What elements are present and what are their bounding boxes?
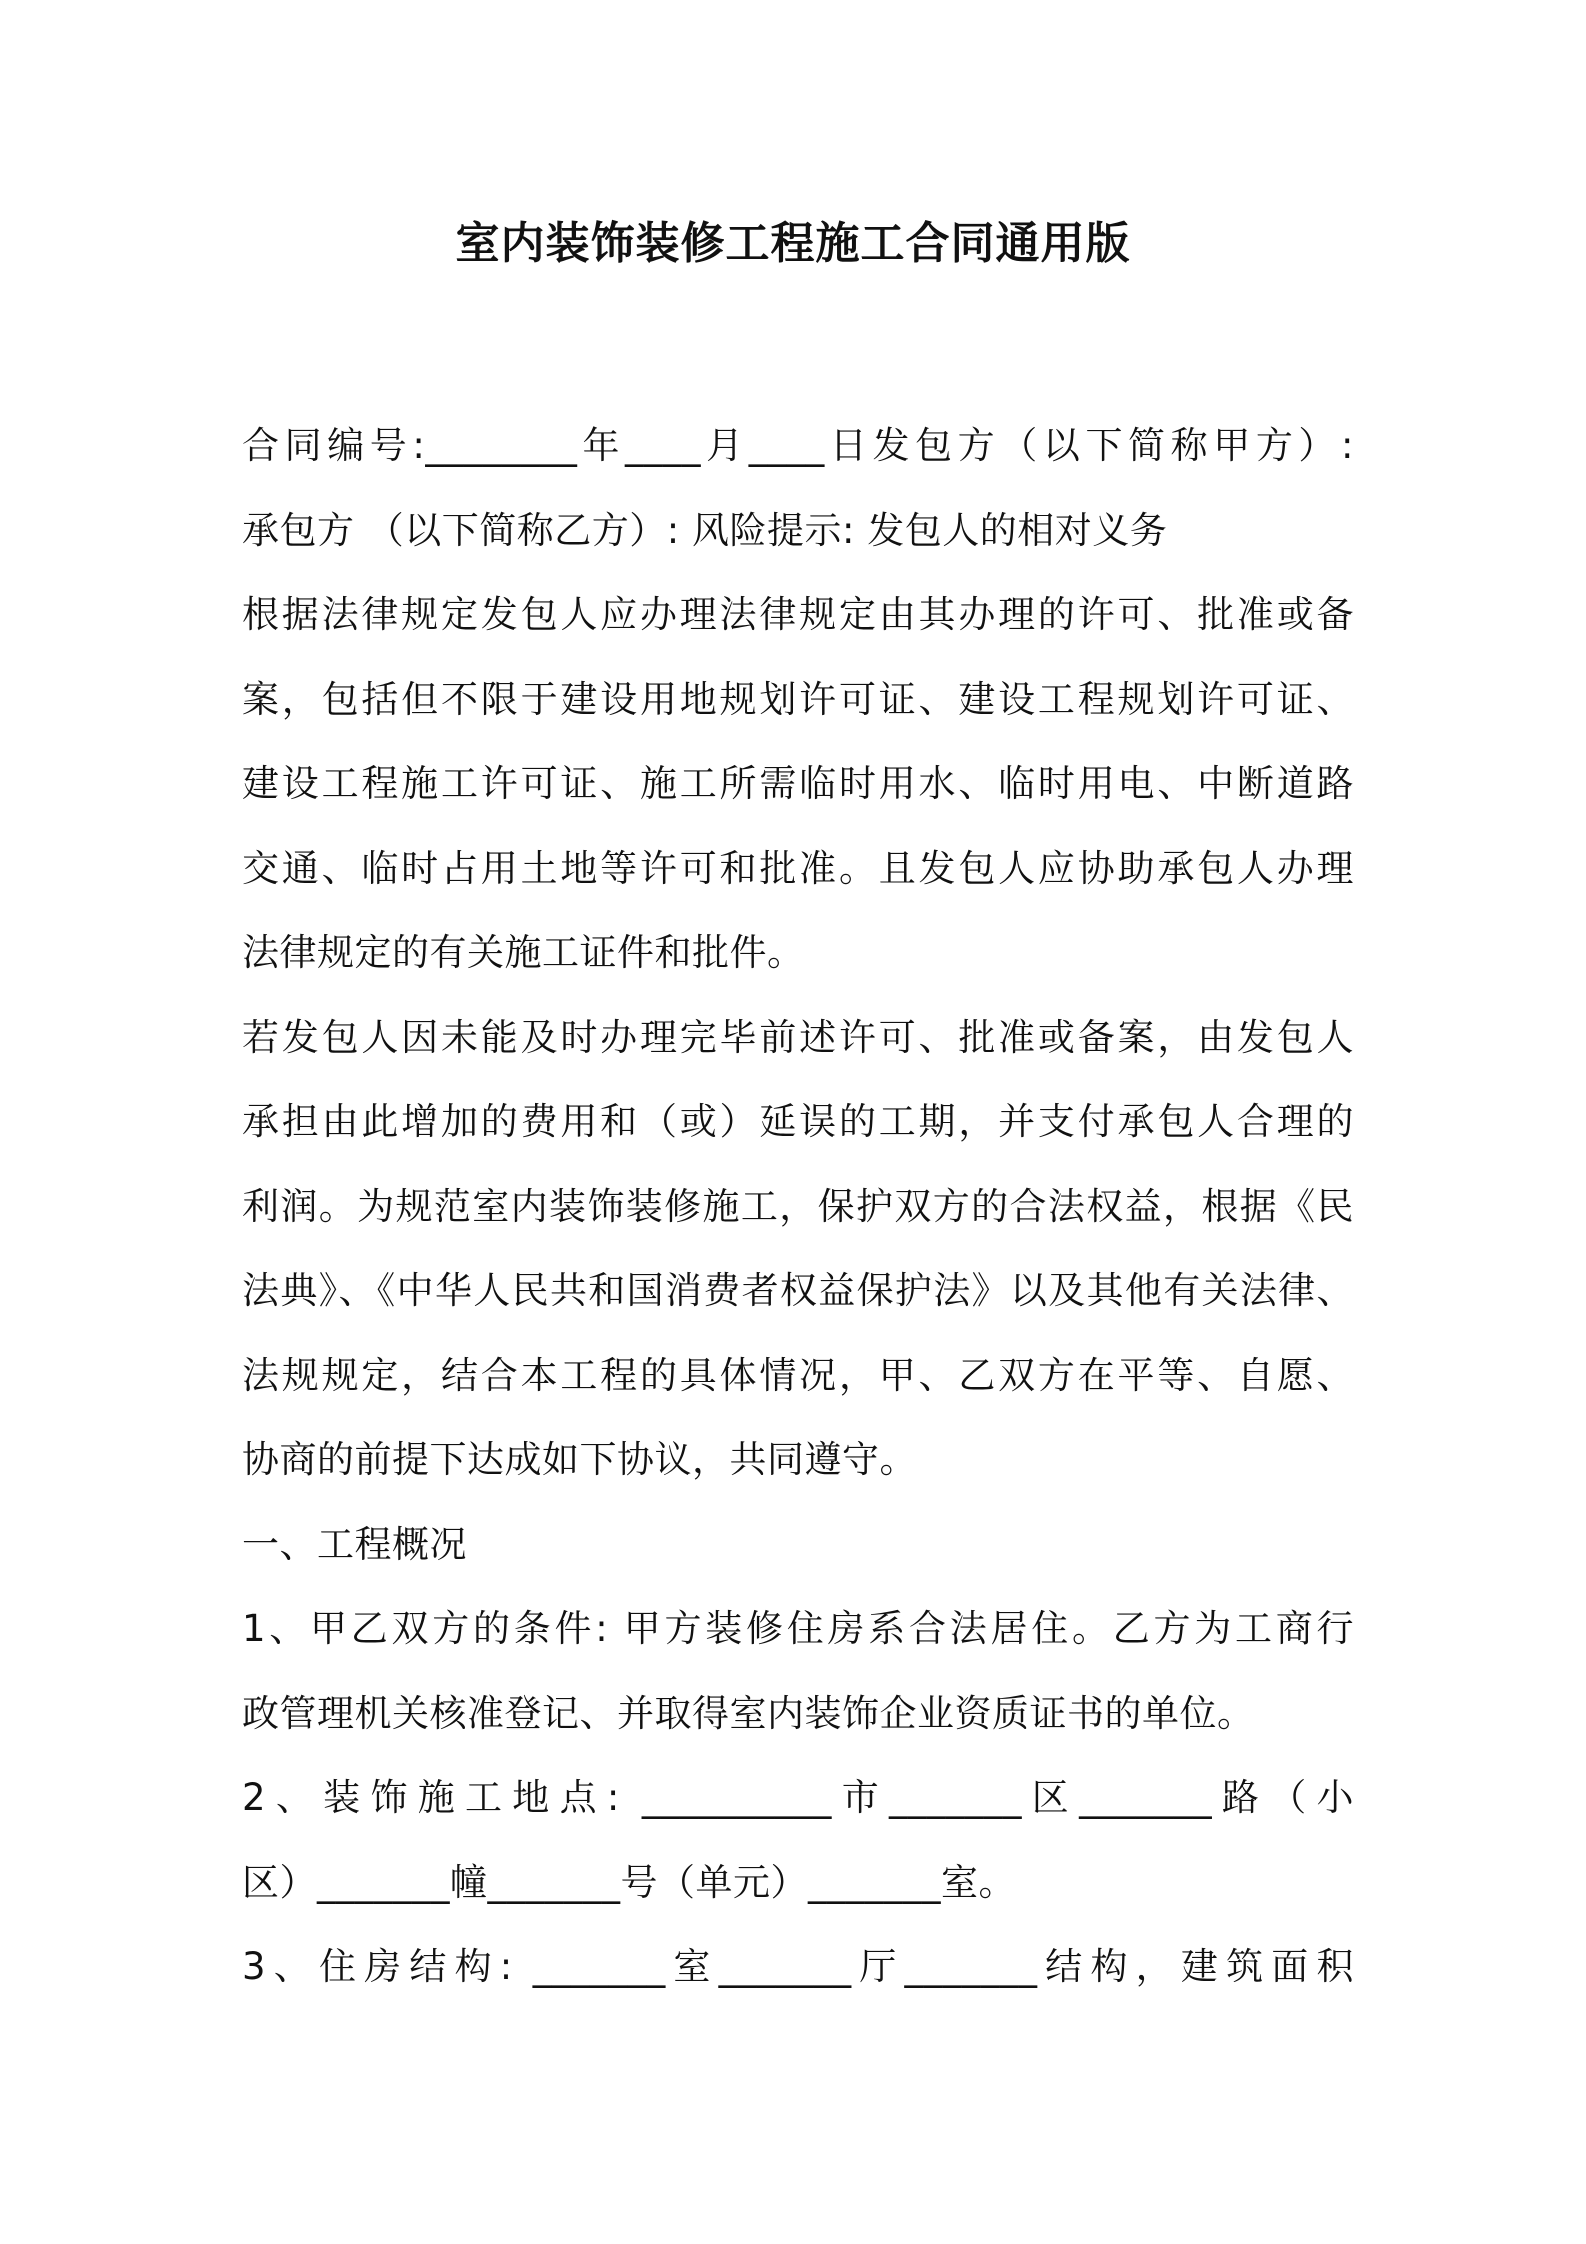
clause-line: 区）_______幢_______号（单元）_______室。 [242, 1860, 1016, 1904]
paragraph-line: 根据法律规定发包人应办理法律规定由其办理的许可、批准或备 [242, 593, 1354, 636]
paragraph-line: 法规规定，结合本工程的具体情况，甲、乙双方在平等、自愿、 [242, 1353, 1354, 1397]
section-heading: 一、工程概况 [242, 1522, 467, 1566]
document-body [242, 404, 1354, 2010]
paragraph-line: 法律规定的有关施工证件和批件。 [242, 931, 805, 974]
contractor-risk-line: 承包方 （以下简称乙方）: 风险提示: 发包人的相对义务 [242, 508, 1168, 552]
paragraph-line: 协商的前提下达成如下协议，共同遵守。 [242, 1438, 917, 1481]
paragraph-line: 利润。为规范室内装饰装修施工，保护双方的合法权益，根据《民 [242, 1184, 1354, 1228]
document-title: 室内装饰装修工程施工合同通用版 [455, 218, 1131, 269]
paragraph-line: 建设工程施工许可证、施工所需临时用水、临时用电、中断道路 [242, 762, 1354, 805]
paragraph-line: 法典》、《中华人民共和国消费者权益保护法》以及其他有关法律、 [242, 1269, 1354, 1312]
paragraph-line: 承担由此增加的费用和（或）延误的工期，并支付承包人合理的 [242, 1100, 1354, 1143]
paragraph-line: 交通、临时占用土地等许可和批准。且发包人应协助承包人办理 [242, 846, 1354, 890]
clause-line: 1、甲乙双方的条件: 甲方装修住房系合法居住。乙方为工商行 [242, 1607, 1354, 1650]
clause-line: 政管理机关核准登记、并取得室内装饰企业资质证书的单位。 [242, 1691, 1255, 1735]
paragraph-line: 案，包括但不限于建设用地规划许可证、建设工程规划许可证、 [242, 677, 1354, 721]
contract-info-line: 合同编号:________年____月____日发包方（以下简称甲方）: [242, 424, 1354, 467]
clause-line: 3、住房结构: _______室_______厅_______结构，建筑面积 [242, 1945, 1354, 1988]
paragraph-line: 若发包人因未能及时办理完毕前述许可、批准或备案，由发包人 [242, 1015, 1354, 1059]
clause-line: 2、装饰施工地点: __________市_______区_______路（小 [242, 1776, 1354, 1819]
